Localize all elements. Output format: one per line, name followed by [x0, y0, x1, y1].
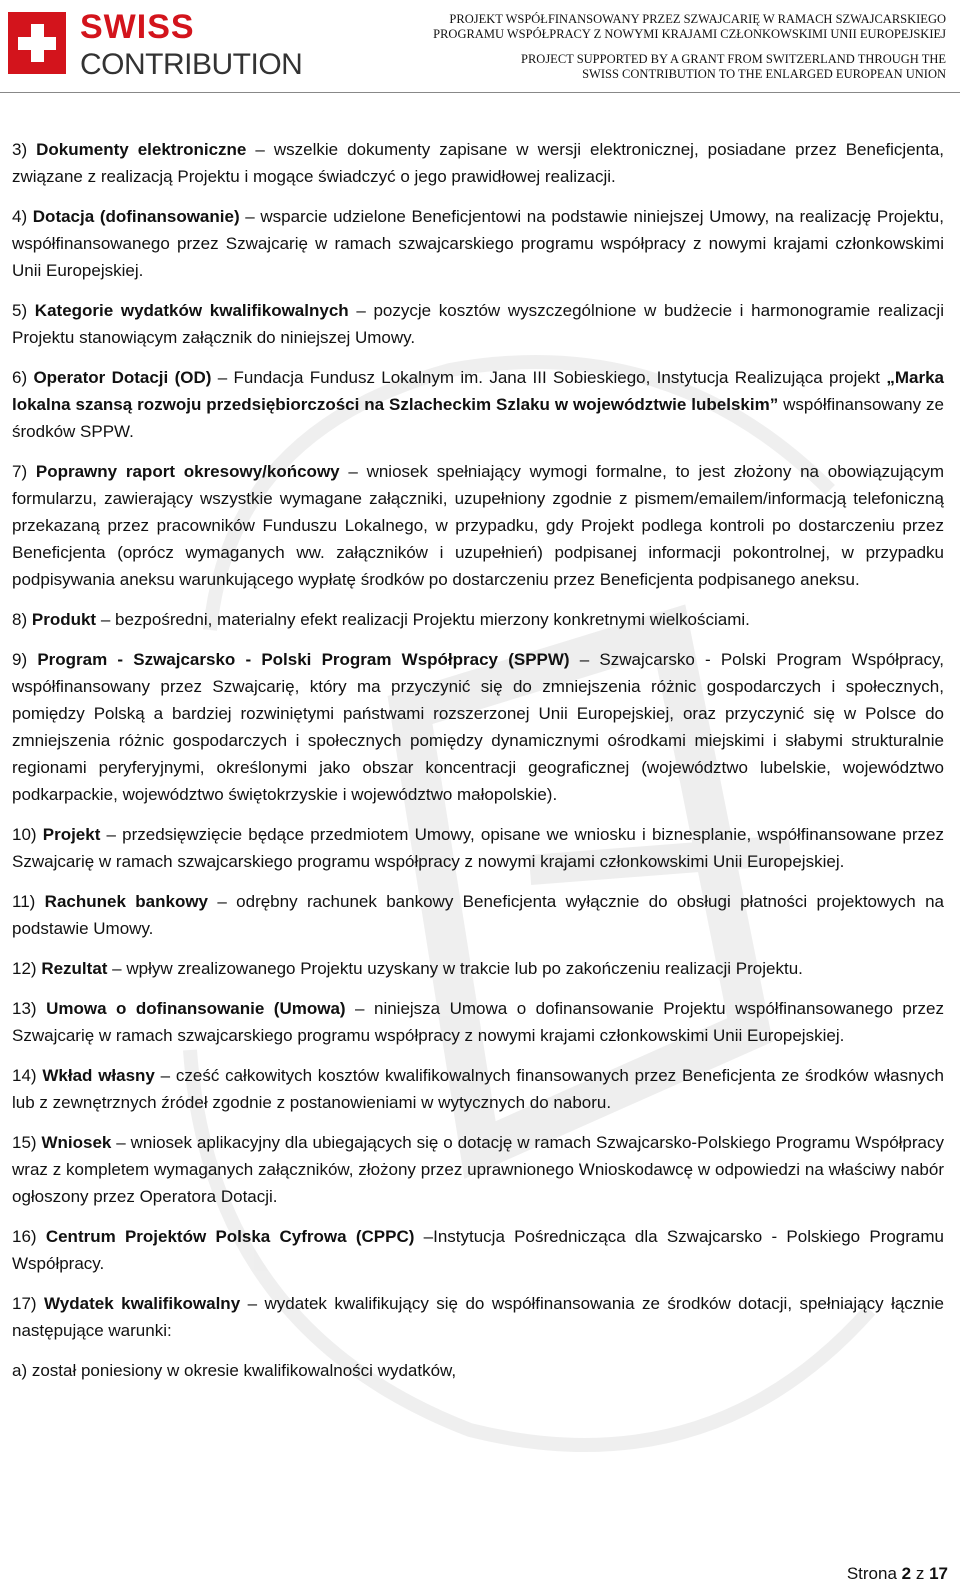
definition-item [12, 364, 944, 445]
item-number: 8) [12, 610, 28, 629]
page-separator: z [915, 1564, 925, 1583]
item-text: – pozycje kosztów wyszczególnione w budżecie i harmonogramie realizacji Projektu stanowiącym załącznik do niniejszej Umowy. [12, 301, 944, 347]
definition-item [12, 995, 944, 1049]
item-term: Program - Szwajcarsko - Polski Program Współpracy (SPPW) [37, 650, 570, 669]
item-number: 15) [12, 1133, 37, 1152]
logo-swiss-text: SWISS [80, 8, 195, 46]
definition-item [12, 1290, 944, 1344]
logo-contribution-text: CONTRIBUTION [80, 48, 303, 81]
item-text: – wszelkie dokumenty zapisane w wersji elektronicznej, posiadane przez Beneficjenta, związane z realizacją Projektu i mogące świadczyć o jego prawidłowej realizacji. [12, 140, 945, 186]
item-number: 10) [12, 825, 37, 844]
item-text: – wpływ zrealizowanego Projektu uzyskany w trakcie lub po zakończeniu realizacji Projektu. [107, 959, 803, 978]
header-en-line: SWISS CONTRIBUTION TO THE ENLARGED EUROPEAN UNION [582, 67, 946, 81]
definition-item [12, 955, 944, 982]
item-number: 4) [12, 207, 28, 226]
item-term: Umowa o dofinansowanie (Umowa) [46, 999, 346, 1018]
definition-item [12, 1062, 944, 1116]
item-project-name: „Marka lokalna szansą rozwoju przedsiębiorczości na Szlacheckim Szlaku w województwie lubelskim” [12, 368, 944, 414]
item-term: Centrum Projektów Polska Cyfrowa (CPPC) [45, 1227, 415, 1246]
swiss-cross-icon [8, 12, 66, 74]
definition-item [12, 1129, 944, 1210]
item-letter: a) [12, 1361, 28, 1380]
item-number: 6) [12, 368, 28, 387]
item-number: 5) [12, 301, 28, 320]
definitions-list [12, 136, 944, 1397]
item-text: współfinansowany ze środków SPPW. [12, 395, 944, 441]
definition-item [12, 821, 944, 875]
definition-item [12, 1223, 944, 1277]
item-text: – wniosek aplikacyjny dla ubiegających się o dotację w ramach Szwajcarsko-Polskiego Programu Współpracy wraz z kompletem wymaganych załączników, złożony przez uprawnionego Wnioskodawcę w odpowiedzi na właściwy nabór ogłoszony przez Operatora Dotacji. [12, 1133, 944, 1206]
item-term: Dotacja (dofinansowanie) [32, 207, 240, 226]
item-text: – niniejsza Umowa o dofinansowanie Projektu współfinansowanego przez Szwajcarię w ramach szwajcarskiego programu współpracy z nowymi krajami członkowskimi Unii Europejskiej. [12, 999, 944, 1045]
item-number: 11) [12, 892, 36, 911]
item-text: – bezpośredni, materialny efekt realizacji Projektu mierzony konkretnymi wielkościami. [96, 610, 750, 629]
item-number: 7) [12, 462, 28, 481]
item-text: – wsparcie udzielone Beneficjentowi na podstawie niniejszej Umowy, na realizację Projektu, współfinansowanego przez Szwajcarię w ramach szwajcarskiego programu współpracy z nowymi krajami członkowskimi Unii Europejskiej. [12, 207, 944, 280]
definition-item [12, 297, 944, 351]
header-english-note [521, 52, 946, 82]
item-term: Wkład własny [42, 1066, 155, 1085]
item-term: Dokumenty elektroniczne [36, 140, 247, 159]
definition-subitem [12, 1357, 944, 1384]
page-total: 17 [929, 1564, 948, 1583]
item-term: Wydatek kwalifikowalny [44, 1294, 241, 1313]
page-number [847, 1564, 948, 1584]
item-text: – wydatek kwalifikujący się do współfinansowania ze środków dotacji, spełniający łącznie następujące warunki: [12, 1294, 944, 1340]
header-pl-line: PROGRAMU WSPÓŁPRACY Z NOWYMI KRAJAMI CZŁONKOWSKIMI UNII EUROPEJSKIEJ [433, 27, 946, 41]
item-number: 17) [12, 1294, 37, 1313]
item-text: –Instytucja Pośrednicząca dla Szwajcarsko - Polskiego Programu Współpracy. [12, 1227, 944, 1273]
header-en-line: PROJECT SUPPORTED BY A GRANT FROM SWITZERLAND THROUGH THE [521, 52, 946, 66]
item-text: został poniesiony w okresie kwalifikowalności wydatków, [27, 1361, 457, 1380]
item-term: Wniosek [41, 1133, 112, 1152]
item-text: – wniosek spełniający wymogi formalne, to jest złożony na obowiązującym formularzu, zawierający wszystkie wymagane załączniki, uzupełniony zgodnie z pismem/emailem/informacją telefoniczną przekazaną przez pracowników Funduszu Lokalnego, w przypadku, gdy Projekt podlega kontroli po dostarczeniu przez Beneficjenta (oprócz wymaganych ww. załączników i uzupełnień) podpisanej informacji pokontrolnej, w przypadku podpisywania aneksu warunkującego wypłatę środków po dostarczeniu przez Beneficjenta podpisanego aneksu. [12, 462, 944, 589]
definition-item [12, 606, 944, 633]
item-text: – Fundacja Fundusz Lokalnym im. Jana III Sobieskiego, Instytucja Realizująca projekt [211, 368, 887, 387]
definition-item [12, 203, 944, 284]
item-number: 16) [12, 1227, 37, 1246]
item-term: Rezultat [41, 959, 108, 978]
page-label: Strona [846, 1564, 897, 1583]
header-polish-note [433, 12, 946, 42]
definition-item [12, 458, 944, 593]
definition-item [12, 888, 944, 942]
item-text: – odrębny rachunek bankowy Beneficjenta wyłącznie do obsługi płatności projektowych na podstawie Umowy. [12, 892, 944, 938]
item-term: Kategorie wydatków kwalifikowalnych [34, 301, 349, 320]
item-text: – cześć całkowitych kosztów kwalifikowalnych finansowanych przez Beneficjenta ze środków własnych lub z zewnętrznych źródeł zgodnie z postanowieniami w wytycznych do naboru. [12, 1066, 944, 1112]
item-term: Produkt [31, 610, 97, 629]
item-term: Poprawny raport okresowy/końcowy [35, 462, 340, 481]
item-number: 13) [12, 999, 37, 1018]
item-text: – przedsięwzięcie będące przedmiotem Umowy, opisane we wniosku i biznesplanie, współfinansowane przez Szwajcarię w ramach szwajcarskiego programu współpracy z nowymi krajami członkowskimi Unii Europejskiej. [12, 825, 944, 871]
header-pl-line: PROJEKT WSPÓŁFINANSOWANY PRZEZ SZWAJCARIĘ W RAMACH SZWAJCARSKIEGO [449, 12, 946, 26]
item-term: Operator Dotacji (OD) [33, 368, 212, 387]
definition-item [12, 136, 944, 190]
item-term: Rachunek bankowy [44, 892, 209, 911]
item-term: Projekt [42, 825, 101, 844]
item-number: 3) [12, 140, 28, 159]
header-divider [0, 92, 960, 93]
item-number: 14) [12, 1066, 37, 1085]
item-number: 12) [12, 959, 37, 978]
item-number: 9) [12, 650, 28, 669]
definition-item [12, 646, 944, 808]
page-current: 2 [901, 1564, 912, 1583]
page-header [0, 0, 960, 94]
item-text: – Szwajcarsko - Polski Program Współpracy, współfinansowany przez Szwajcarię, który ma przyczynić się do zmniejszenia różnic gospodarczych i społecznych, pomiędzy Polską a bardziej rozwiniętymi państwami rozszerzonej Unii Europejskiej, oraz przyczynić się w Polsce do zmniejszenia różnic gospodarczych i społecznych pomiędzy dynamicznymi ośrodkami miejskimi i słabymi strukturalnie regionami peryferyjnymi, określonymi jako obszar koncentracji geograficznej (województwo lubelskie, województwo podkarpackie, województwo świętokrzyskie i województwo małopolskie). [12, 650, 944, 804]
